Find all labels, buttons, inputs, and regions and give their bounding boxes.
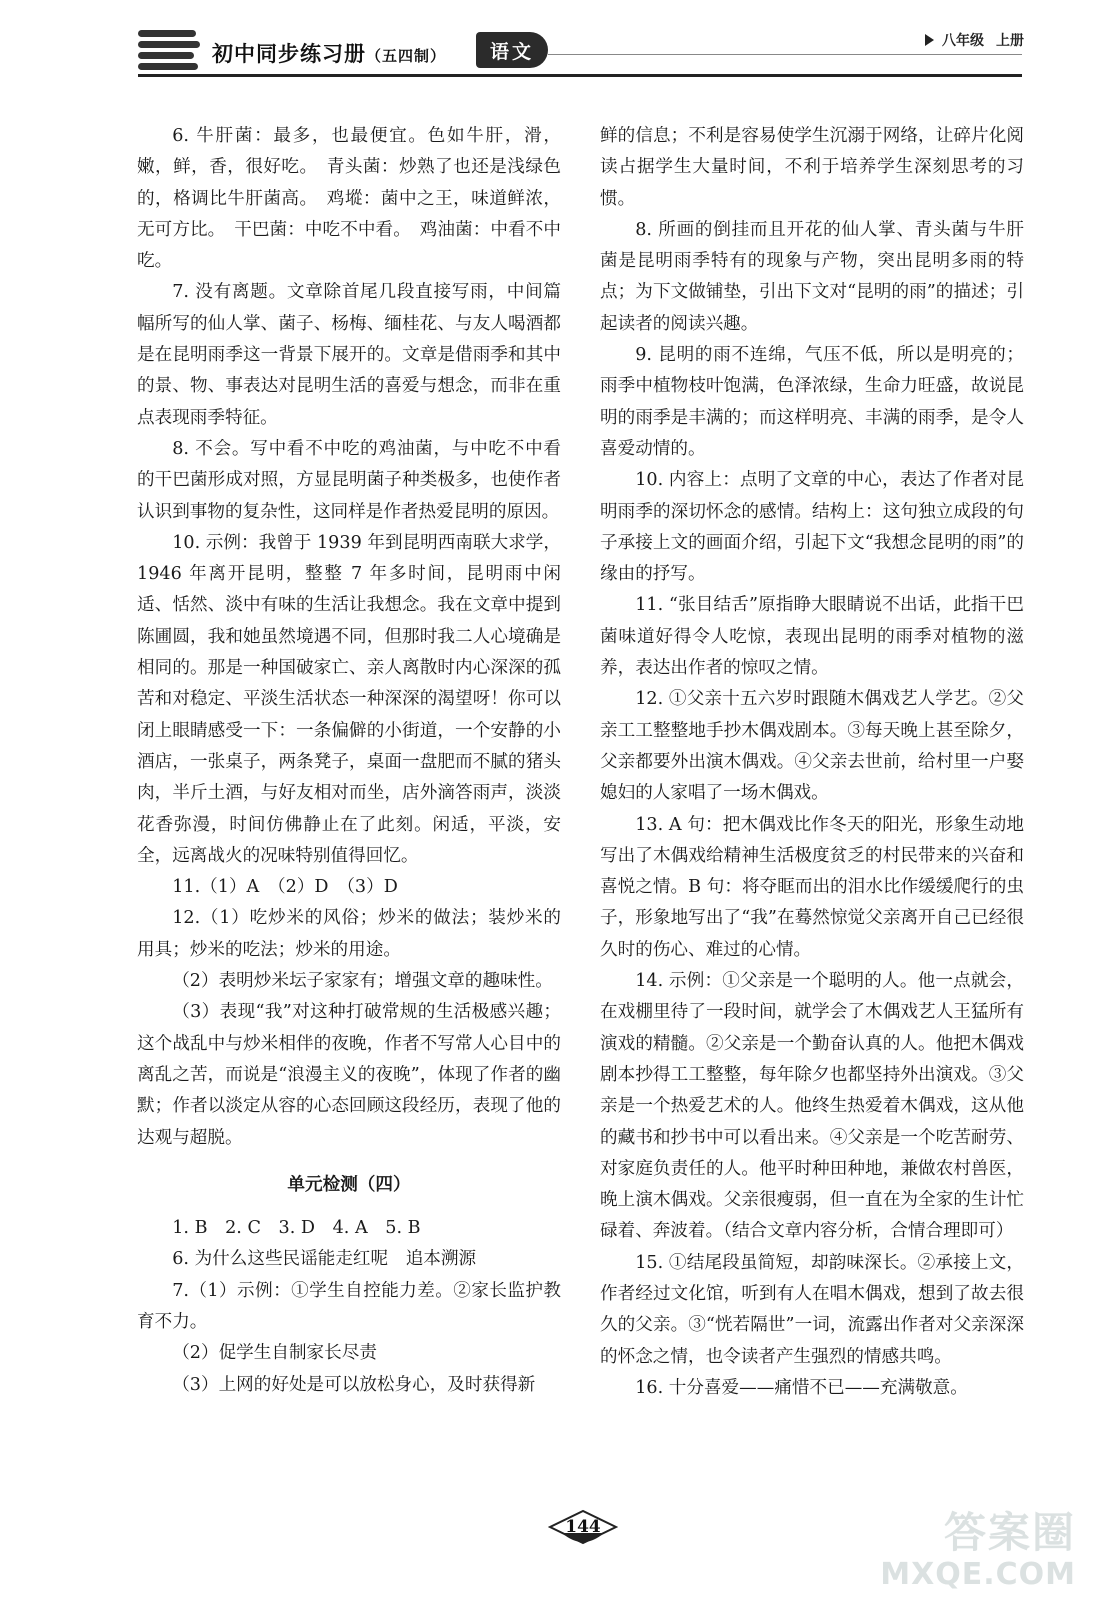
term-text: 上册	[996, 33, 1024, 49]
answer-paragraph: 10. 示例：我曾于 1939 年到昆明西南联大求学，1946 年离开昆明，整整 7 年多时间，昆明雨中闲适、恬然、淡中有味的生活让我想念。我在文章中提到陈圃圆，我和她虽然境遇不同，但那时我二人心境确是相同的。那是一种国破家亡、亲人离散时内心深深的孤苦和对稳定、平淡生活状态一种深深的渴望呀！你可以闭上眼睛感受一下：一条偏僻的小街道，一个安静的小酒店，一张桌子，两条凳子，桌面一盘肥而不腻的猪头肉，半斤土酒，与好友相对而坐，店外滴答雨声，淡淡花香弥漫，时间仿佛静止在了此刻。闲适，平淡，安全，远离战火的况味特别值得回忆。	[137, 532, 561, 866]
answer-paragraph: 7. 没有离题。文章除首尾几段直接写雨，中间篇幅所写的仙人掌、菌子、杨梅、缅桂花、与友人喝酒都是在昆明雨季这一背景下展开的。文章是借雨季和其中的景、物、事表达对昆明生活的喜爱与想念，而非在重点表现雨季特征。	[137, 282, 561, 428]
answer-paragraph: 12.（1）吃炒米的风俗；炒米的做法；装炒米的用具；炒米的吃法；炒米的用途。	[137, 908, 561, 960]
answer-paragraph: 15. ①结尾段虽简短，却韵味深长。②承接上文，作者经过文化馆，听到有人在唱木偶戏，想到了故去很久的父亲。③“恍若隔世”一词，流露出作者对父亲深深的怀念之情，也令读者产生强烈的情感共鸣。	[600, 1252, 1024, 1367]
answer-paragraph: 10. 内容上：点明了文章的中心，表达了作者对昆明雨季的深切怀念的感情。结构上：这句独立成段的句子承接上文的画面介绍，引起下文“我想念昆明的雨”的缘由的抒写。	[600, 470, 1024, 585]
answer-paragraph: 鲜的信息；不利是容易使学生沉溺于网络，让碎片化阅读占据学生大量时间，不利于培养学生深刻思考的习惯。	[600, 126, 1024, 209]
left-column	[137, 121, 561, 1401]
answer-paragraph: （3）上网的好处是可以放松身心，及时获得新	[172, 1374, 536, 1395]
book-title-sub: （五四制）	[366, 47, 447, 65]
answer-paragraph: 12. ①父亲十五六岁时跟随木偶戏艺人学艺。②父亲工工整整地手抄木偶戏剧本。③每天晚上甚至除夕，父亲都要外出演木偶戏。④父亲去世前，给村里一户娶媳妇的人家唱了一场木偶戏。	[600, 689, 1024, 804]
answer-paragraph: 9. 昆明的雨不连绵，气压不低，所以是明亮的；雨季中植物枝叶饱满，色泽浓绿，生命力旺盛，故说昆明的雨季是丰满的；而这样明亮、丰满的雨季，是令人喜爱动情的。	[600, 345, 1024, 459]
header-rule	[138, 74, 1022, 77]
header-thin-rule	[548, 54, 1022, 55]
triangle-right-icon	[925, 34, 934, 46]
answer-paragraph: 1. B 2. C 3. D 4. A 5. B	[172, 1218, 421, 1239]
grade-text: 八年级	[942, 33, 984, 49]
subject-tab: 语文	[476, 32, 548, 68]
answer-paragraph: 6. 为什么这些民谣能走红呢 追本溯源	[172, 1249, 477, 1270]
answer-paragraph: （2）促学生自制家长尽责	[172, 1343, 377, 1364]
watermark-top-text: 答案圈	[943, 1508, 1076, 1557]
answer-paragraph: 7.（1）示例：①学生自控能力差。②家长监护教育不力。	[137, 1280, 561, 1332]
answer-paragraph: 14. 示例：①父亲是一个聪明的人。他一点就会，在戏棚里待了一段时间，就学会了木偶戏艺人王猛所有演戏的精髓。②父亲是一个勤奋认真的人。他把木偶戏剧本抄得工工整整，每年除夕也都坚持外出演戏。③父亲是一个热爱艺术的人。他终生热爱着木偶戏，这从他的藏书和抄书中可以看出来。④父亲是一个吃苦耐劳、对家庭负责任的人。他平时种田种地，兼做农村兽医，晚上演木偶戏。父亲很瘦弱，但一直在为全家的生计忙碌着、奔波着。（结合文章内容分析，合情合理即可）	[600, 971, 1024, 1242]
watermark-bottom-text: MXQE.COM	[880, 1557, 1076, 1592]
page-footer	[0, 1500, 1112, 1600]
section-title: 单元检测（四）	[287, 1174, 411, 1195]
answer-paragraph: 6. 牛肝菌：最多，也最便宜。色如牛肝，滑，嫩，鲜，香，很好吃。 青头菌：炒熟了也还是浅绿色的，格调比牛肝菌高。 鸡㙡：菌中之王，味道鲜浓，无可方比。 干巴菌：中吃不中看。 鸡油菌：中看不中吃。	[137, 126, 561, 272]
watermark	[880, 1500, 1082, 1592]
answer-paragraph: 11. “张目结舌”原指睁大眼睛说不出话，此指干巴菌味道好得令人吃惊，表现出昆明的雨季对植物的滋养，表达出作者的惊叹之情。	[600, 595, 1024, 679]
answer-paragraph: 8. 不会。写中看不中吃的鸡油菌，与中吃不中看的干巴菌形成对照，方显昆明菌子种类极多，也使作者认识到事物的复杂性，这同样是作者热爱昆明的原因。	[137, 438, 561, 522]
right-column	[600, 121, 1024, 1404]
answer-paragraph: 11.（1）A （2）D （3）D	[172, 877, 398, 898]
book-title-main: 初中同步练习册	[212, 42, 366, 66]
book-logo-icon	[138, 30, 200, 72]
page-number: 144	[565, 1517, 601, 1537]
grade-label	[925, 30, 1024, 50]
page-header	[0, 0, 1112, 90]
answer-paragraph: （2）表明炒米坛子家家有；增强文章的趣味性。	[172, 971, 553, 992]
answer-paragraph: （3）表现“我”对这种打破常规的生活极感兴趣；这个战乱中与炒米相伴的夜晚，作者不写常人心目中的离乱之苦，而说是“浪漫主义的夜晚”，体现了作者的幽默；作者以淡定从容的心态回顾这段经历，表现了他的达观与超脱。	[137, 1002, 561, 1148]
answer-paragraph: 13. A 句：把木偶戏比作冬天的阳光，形象生动地写出了木偶戏给精神生活极度贫乏的村民带来的兴奋和喜悦之情。B 句：将夺眶而出的泪水比作缓缓爬行的虫子，形象地写出了“我”在蓦然惊觉父亲离开自己已经很久时的伤心、难过的心情。	[600, 814, 1024, 960]
answer-paragraph: 8. 所画的倒挂而且开花的仙人掌、青头菌与牛肝菌是昆明雨季特有的现象与产物，突出昆明多雨的特点；为下文做铺垫，引出下文对“昆明的雨”的描述；引起读者的阅读兴趣。	[600, 219, 1024, 334]
answer-paragraph: 16. 十分喜爱——痛惜不已——充满敬意。	[635, 1377, 968, 1398]
book-title	[212, 38, 446, 68]
